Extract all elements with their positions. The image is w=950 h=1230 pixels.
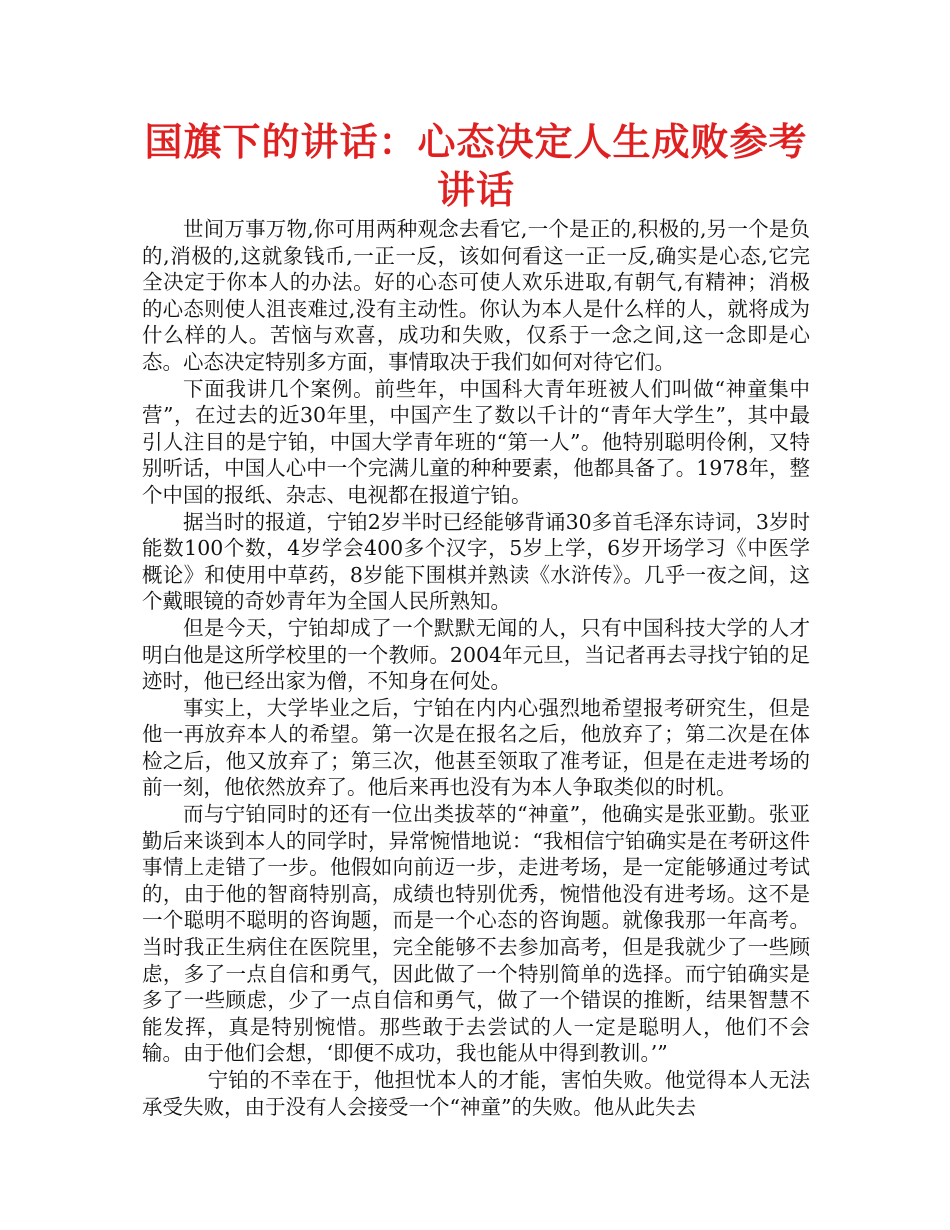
paragraph-zhang-yaqin: 而与宁铂同时的还有一位出类拔萃的“神童”，他确实是张亚勤。张亚勤后来谈到本人的同学时，异常惋惜地说：“我相信宁铂确实是在考研这件事情上走错了一步。他假如向前迈一步，走进考场，是一定能够通过考试的，由于他的智商特别高，成绩也特别优秀，惋惜他没有进考场。这不是一个聪明不聪明的咨询题，而是一个心态的咨询题。就像我那一年高考。当时我正生病住在医院里，完全能够不去参加高考，但是我就少了一些顾虑，多了一点自信和勇气，因此做了一个特别简单的选择。而宁铂确实是多了一些顾虑，少了一点自信和勇气，做了一个错误的推断，结果智慧不能发挥，真是特别惋惜。那些敢于去尝试的人一定是聪明人，他们不会输。由于他们会想，‘即便不成功，我也能从中得到教训。’” <box>142 802 810 1066</box>
document-body <box>142 216 810 1120</box>
paragraph-graduation: 事实上，大学毕业之后，宁铂在内内心强烈地希望报考研究生，但是他一再放弃本人的希望。第一次是在报名之后，他放弃了；第二次是在体检之后，他又放弃了；第三次，他甚至领取了准考证，但是在走进考场的前一刻，他依然放弃了。他后来再也没有为本人争取类似的时机。 <box>142 695 810 800</box>
document-title: 国旗下的讲话：心态决定人生成败参考讲话 <box>144 120 808 212</box>
paragraph-today: 但是今天，宁铂却成了一个默默无闻的人，只有中国科技大学的人才明白他是这所学校里的一个教师。2004年元旦，当记者再去寻找宁铂的足迹时，他已经出家为僧，不知身在何处。 <box>142 615 810 694</box>
paragraph-cases: 下面我讲几个案例。前些年，中国科大青年班被人们叫做“神童集中营”，在过去的近30年里，中国产生了数以千计的“青年大学生”，其中最引人注目的是宁铂，中国大学青年班的“第一人”。他特别聪明伶俐，又特别听话，中国人心中一个完满儿童的种种要素，他都具备了。1978年，整个中国的报纸、杂志、电视都在报道宁铂。 <box>142 376 810 507</box>
paragraph-report: 据当时的报道，宁铂2岁半时已经能够背诵30多首毛泽东诗词，3岁时能数100个数，4岁学会400多个汉字，5岁上学，6岁开场学习《中医学概论》和使用中草药，8岁能下围棋并熟读《水浒传》。几乎一夜之间，这个戴眼镜的奇妙青年为全国人民所熟知。 <box>142 509 810 614</box>
paragraph-intro: 世间万事万物,你可用两种观念去看它,一个是正的,积极的,另一个是负的,消极的,这就象钱币,一正一反，该如何看这一正一反,确实是心态,它完全决定于你本人的办法。好的心态可使人欢乐进取,有朝气,有精神；消极的心态则使人沮丧难过,没有主动性。你认为本人是什么样的人，就将成为什么样的人。苦恼与欢喜，成功和失败，仅系于一念之间,这一念即是心态。心态决定特别多方面，事情取决于我们如何对待它们。 <box>142 217 810 374</box>
paragraph-misfortune: 宁铂的不幸在于，他担忧本人的才能，害怕失败。他觉得本人无法承受失败，由于没有人会接受一个“神童”的失败。他从此失去 <box>142 1068 810 1119</box>
document-page <box>142 118 810 1120</box>
